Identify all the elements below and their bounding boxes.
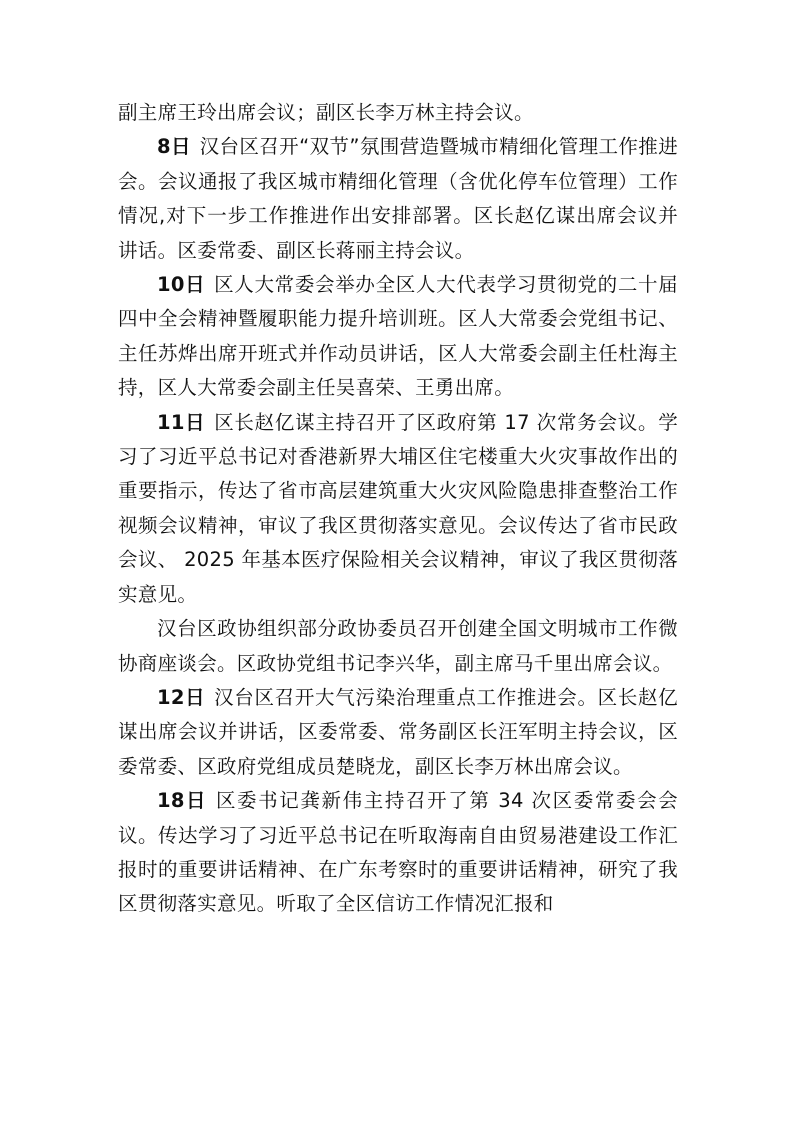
- paragraph-date: 10日: [157, 273, 206, 297]
- paragraph-text: 汉台区召开“双节”氛围营造暨城市精细化管理工作推进会。会议通报了我区城市精细化管理（含优化停车位管理）工作情况,对下一步工作推进作出安排部署。区长赵亿谋出席会议并讲话。区委常委、副区长蒋丽主持会议。: [118, 135, 678, 262]
- paragraph-date: 11日: [157, 410, 206, 434]
- paragraph-continued: [118, 96, 678, 130]
- paragraph-text: 汉台区政协组织部分政协委员召开创建全国文明城市工作微协商座谈会。区政协党组书记李兴华，副主席马千里出席会议。: [118, 617, 678, 675]
- paragraph-date: 18日: [157, 789, 208, 813]
- paragraph-text: 汉台区召开大气污染治理重点工作推进会。区长赵亿谋出席会议并讲话，区委常委、常务副区长汪军明主持会议，区委常委、区政府党组成员楚晓龙，副区长李万林出席会议。: [118, 685, 678, 778]
- paragraph-day-8: [118, 130, 678, 268]
- paragraph-text: 区长赵亿谋主持召开了区政府第 17 次常务会议。学习了习近平总书记对香港新界大埔区住宅楼重大火灾事故作出的重要指示，传达了省市高层建筑重大火灾风险隐患排查整治工作视频会议精神，审议了我区贯彻落实意见。会议传达了省市民政会议、 2025 年基本医疗保险相关会议精神，审议了我区贯彻落实意见。: [118, 410, 678, 606]
- paragraph-date: 12日: [157, 685, 206, 709]
- paragraph-day-11: [118, 406, 678, 612]
- document-body: [118, 96, 678, 922]
- paragraph-day-12: [118, 681, 678, 784]
- paragraph-text: 区人大常委会举办全区人大代表学习贯彻党的二十届四中全会精神暨履职能力提升培训班。区人大常委会党组书记、主任苏烨出席开班式并作动员讲话，区人大常委会副主任杜海主持，区人大常委会副主任吴喜荣、王勇出席。: [118, 273, 678, 400]
- paragraph-day-11-cppcc: [118, 612, 678, 681]
- paragraph-day-18: [118, 784, 678, 922]
- paragraph-text: 副主席王玲出席会议；副区长李万林主持会议。: [118, 101, 534, 124]
- paragraph-date: 8日: [157, 135, 191, 159]
- paragraph-text: 区委书记龚新伟主持召开了第 34 次区委常委会会议。传达学习了习近平总书记在听取海南自由贸易港建设工作汇报时的重要讲话精神、在广东考察时的重要讲话精神，研究了我区贯彻落实意见。听取了全区信访工作情况汇报和: [118, 789, 678, 916]
- paragraph-day-10: [118, 268, 678, 406]
